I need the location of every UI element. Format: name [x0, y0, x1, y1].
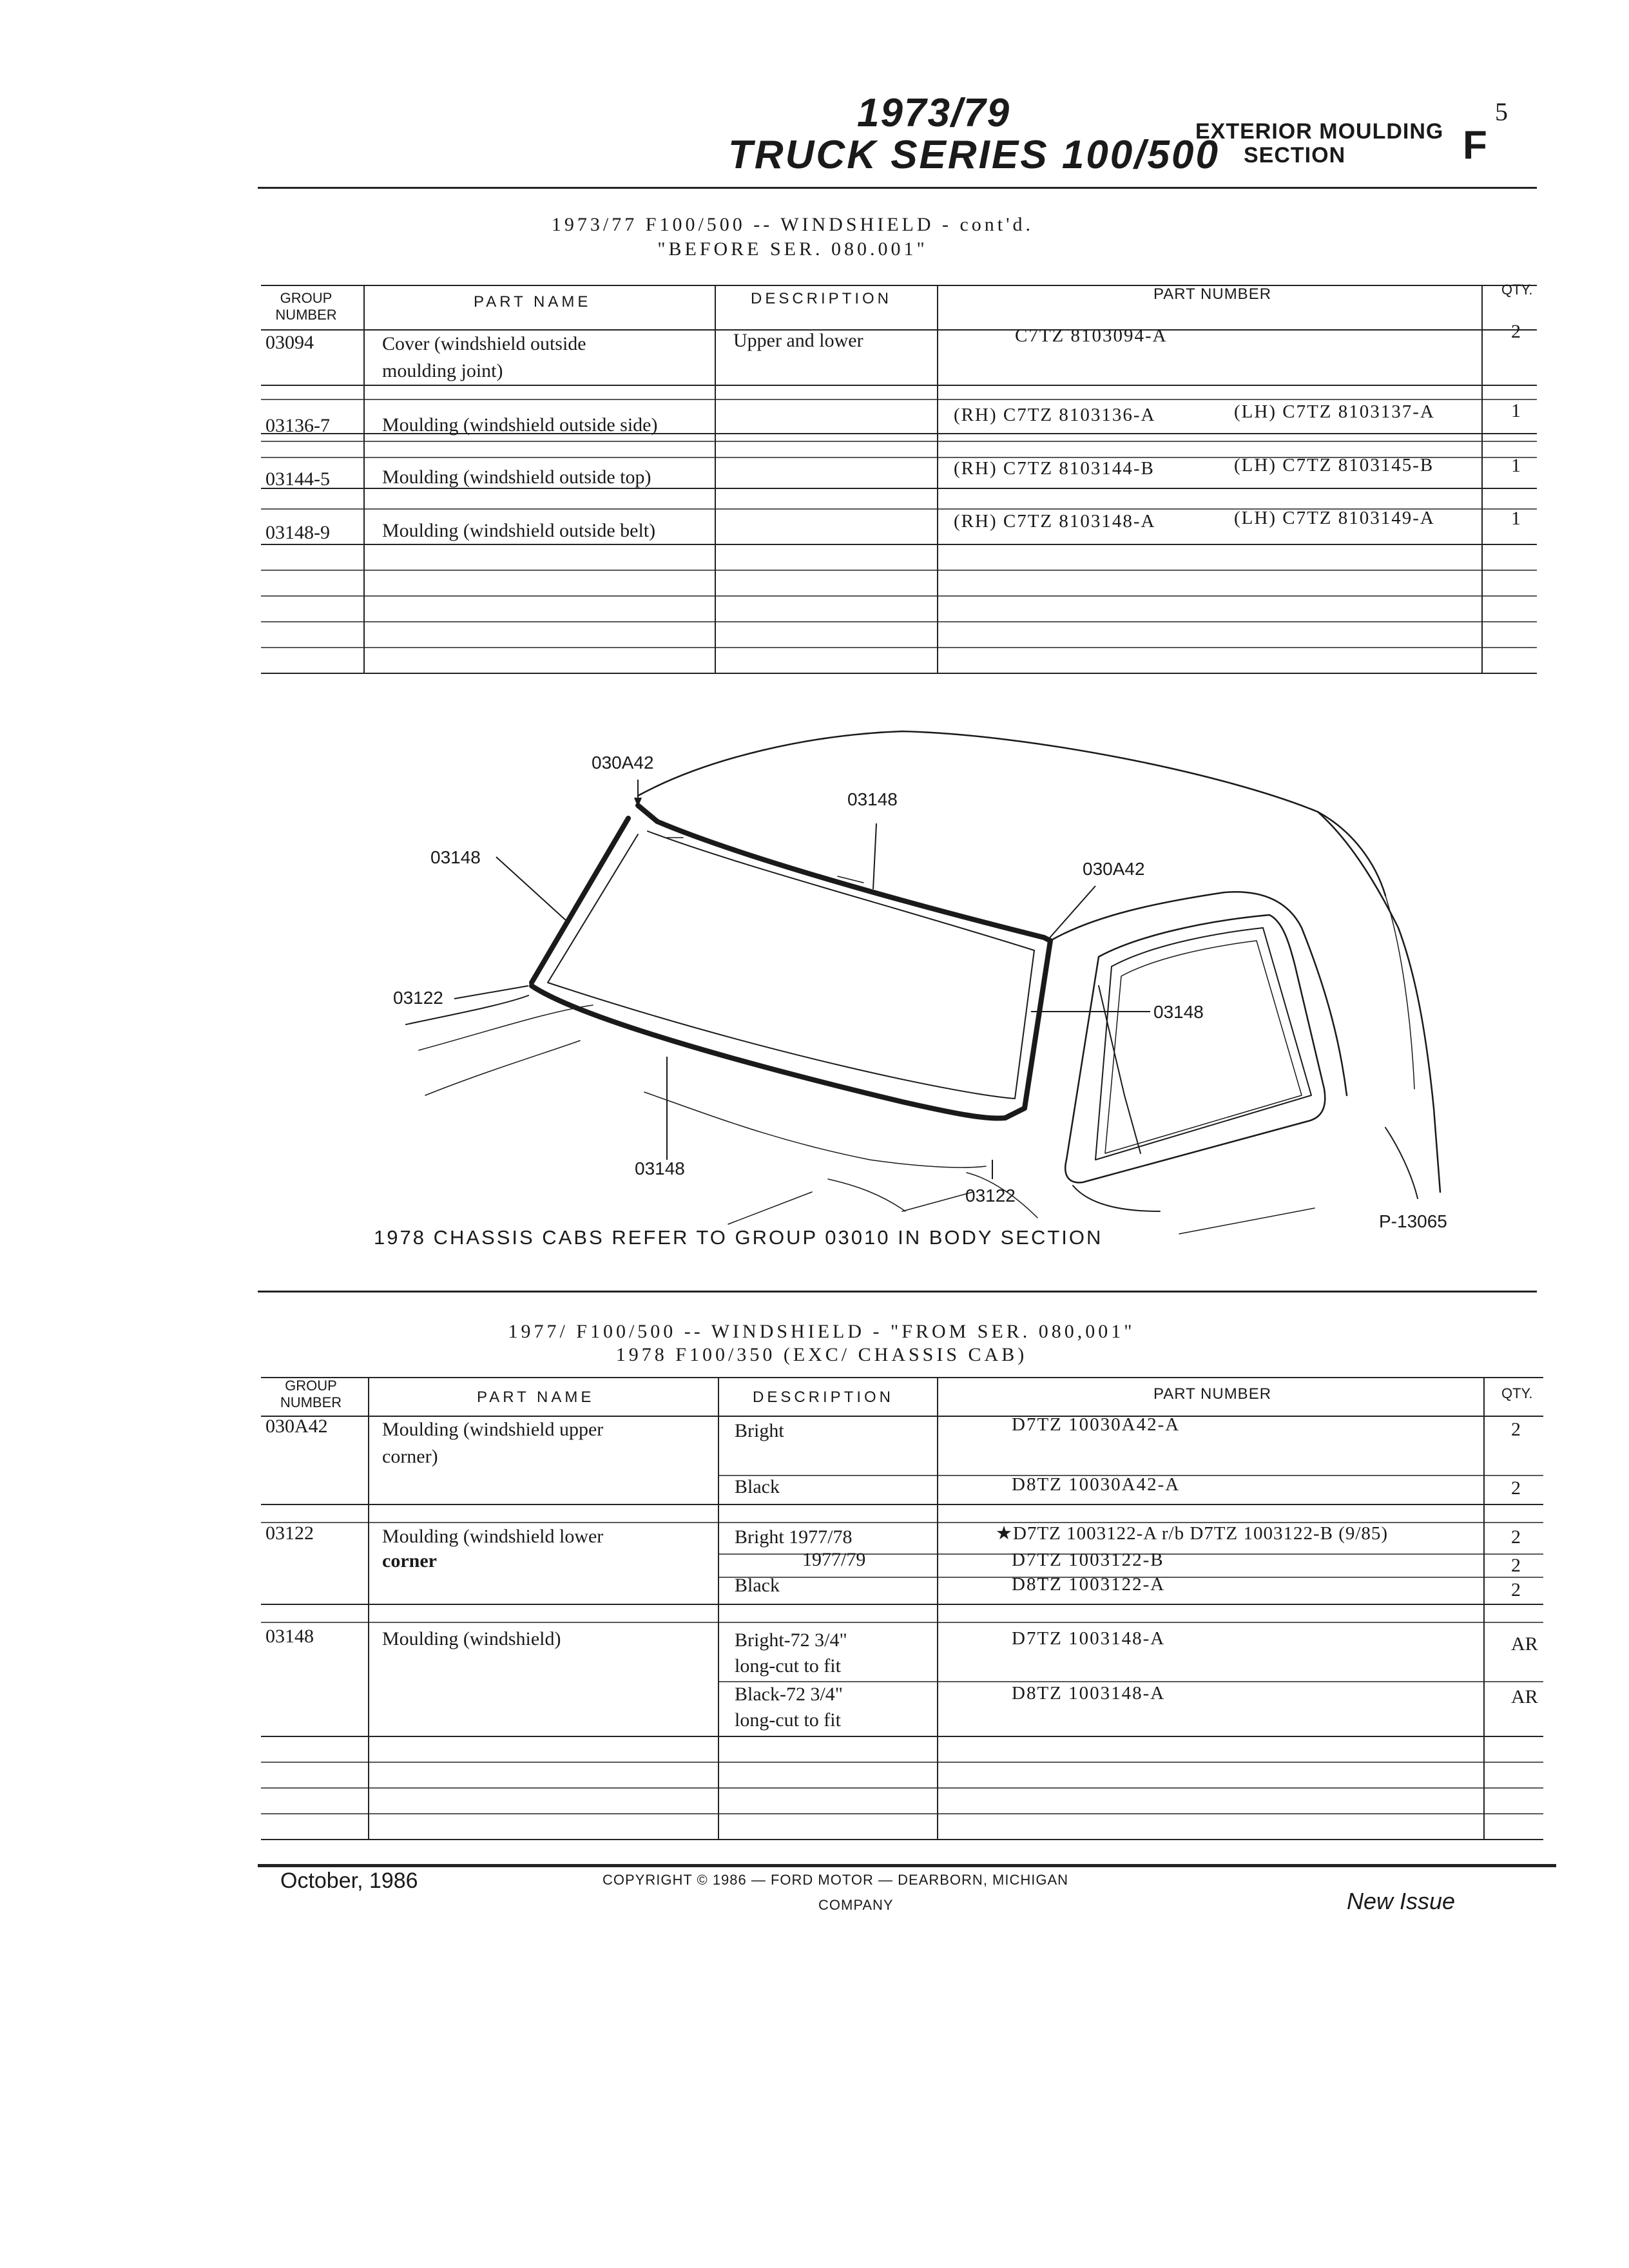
part-number: C7TZ 8103094-A: [1015, 325, 1168, 346]
part-number: D8TZ 1003122-A: [1012, 1574, 1166, 1595]
table1-col-qty: QTY.: [1501, 282, 1533, 298]
table1-col-group-line1: GROUP: [280, 290, 333, 306]
qty: 2: [1511, 1419, 1521, 1440]
table2-col-group-line1: GROUP: [285, 1378, 337, 1394]
table2-title-line2: 1978 F100/350 (EXC/ CHASSIS CAB): [615, 1344, 1028, 1365]
part-name: Moulding (windshield outside side): [382, 414, 658, 436]
part-number: D7TZ 1003148-A: [1012, 1628, 1166, 1649]
description-cont: long-cut to fit: [735, 1709, 841, 1731]
qty: AR: [1511, 1633, 1538, 1655]
table1-col-part-number: PART NUMBER: [1153, 285, 1272, 303]
table2-col-part-name: PART NAME: [477, 1389, 595, 1406]
part-number-rh: (RH) C7TZ 8103136-A: [954, 405, 1156, 425]
part-name: Moulding (windshield outside top): [382, 466, 651, 488]
qty: 2: [1511, 321, 1521, 342]
footer-issue: New Issue: [1347, 1888, 1456, 1914]
description: Bright-72 3/4": [735, 1629, 847, 1651]
description: Black: [735, 1575, 780, 1596]
part-number-lh: (LH) C7TZ 8103137-A: [1234, 401, 1435, 422]
part-number: D7TZ 1003122-B: [1012, 1550, 1164, 1570]
table1-title-line2: "BEFORE SER. 080.001": [657, 238, 928, 260]
part-name-cont: corner: [382, 1550, 437, 1571]
footer-date: October, 1986: [280, 1869, 418, 1893]
group-number: 03094: [265, 332, 314, 353]
header-year: 1973/79: [857, 91, 1011, 135]
callout-label: 030A42: [592, 753, 654, 773]
table1-title-line1: 1973/77 F100/500 -- WINDSHIELD - cont'd.: [551, 214, 1034, 235]
footer-copyright: COPYRIGHT © 1986 — FORD MOTOR — DEARBORN, MICHIGAN: [602, 1872, 1069, 1888]
part-name-cont: moulding joint): [382, 360, 503, 381]
part-number-lh: (LH) C7TZ 8103149-A: [1234, 508, 1435, 528]
part-name: Moulding (windshield outside belt): [382, 520, 656, 541]
group-number: 03144-5: [265, 468, 330, 490]
description: Bright 1977/78: [735, 1526, 853, 1548]
section-label: SECTION: [1244, 143, 1346, 168]
qty: 2: [1511, 1579, 1521, 1600]
group-number: 03136-7: [265, 415, 330, 436]
part-name: Moulding (windshield lower: [382, 1526, 604, 1547]
qty: 2: [1511, 1477, 1521, 1499]
part-name-cont: corner): [382, 1446, 438, 1467]
qty: 2: [1511, 1526, 1521, 1548]
figure-id: P-13065: [1379, 1211, 1447, 1231]
part-number: D7TZ 10030A42-A: [1012, 1414, 1181, 1435]
group-number: 03148: [265, 1626, 314, 1647]
qty: 1: [1511, 455, 1521, 476]
footer-company: COMPANY: [818, 1897, 894, 1913]
description: 1977/79: [802, 1549, 866, 1570]
callout-label: 03148: [847, 789, 898, 809]
description: Bright: [735, 1420, 784, 1441]
description: Black-72 3/4": [735, 1684, 843, 1705]
callout-label: 03122: [965, 1186, 1016, 1206]
qty: 1: [1511, 400, 1521, 421]
description: Upper and lower: [733, 330, 863, 351]
table2-col-qty: QTY.: [1501, 1385, 1533, 1401]
group-number: 030A42: [265, 1416, 328, 1437]
part-number: D8TZ 10030A42-A: [1012, 1474, 1181, 1495]
qty: AR: [1511, 1686, 1538, 1707]
part-number-rh: (RH) C7TZ 8103144-B: [954, 458, 1155, 479]
section-letter: F: [1463, 123, 1487, 168]
table2-col-group-line2: NUMBER: [280, 1394, 342, 1410]
header-series: TRUCK SERIES 100/500: [728, 133, 1220, 177]
description: Black: [735, 1476, 780, 1497]
part-name: Moulding (windshield upper: [382, 1419, 604, 1440]
table1-col-part-name: PART NAME: [474, 293, 592, 311]
table1-col-group-line2: NUMBER: [275, 307, 337, 323]
section-title: EXTERIOR MOULDING: [1195, 119, 1444, 144]
callout-label: 03148: [635, 1158, 685, 1178]
part-name: Moulding (windshield): [382, 1628, 561, 1649]
callout-label: 03148: [1153, 1002, 1204, 1022]
table2-title-line1: 1977/ F100/500 -- WINDSHIELD - "FROM SER. 080,001": [508, 1321, 1135, 1342]
table2-col-group: [261, 1378, 361, 1411]
page-number: 5: [1495, 97, 1508, 126]
part-number: D8TZ 1003148-A: [1012, 1683, 1166, 1704]
group-number: 03148-9: [265, 522, 330, 543]
table2-col-description: DESCRIPTION: [753, 1389, 894, 1406]
table2-col-part-number: PART NUMBER: [1153, 1385, 1272, 1403]
qty: 2: [1511, 1555, 1521, 1576]
callout-label: 03122: [393, 988, 443, 1008]
part-number: ★D7TZ 1003122-A r/b D7TZ 1003122-B (9/85): [996, 1523, 1389, 1544]
description-cont: long-cut to fit: [735, 1655, 841, 1677]
part-number-rh: (RH) C7TZ 8103148-A: [954, 511, 1156, 532]
diagram-caption: 1978 CHASSIS CABS REFER TO GROUP 03010 IN BODY SECTION: [374, 1226, 1103, 1249]
part-number-lh: (LH) C7TZ 8103145-B: [1234, 455, 1434, 476]
callout-label: 030A42: [1083, 859, 1145, 879]
footer-rule: [258, 1864, 1556, 1867]
qty: 1: [1511, 508, 1521, 529]
group-number: 03122: [265, 1523, 314, 1544]
part-name: Cover (windshield outside: [382, 333, 586, 354]
table1-col-description: DESCRIPTION: [751, 290, 892, 307]
callout-label: 03148: [430, 847, 481, 867]
